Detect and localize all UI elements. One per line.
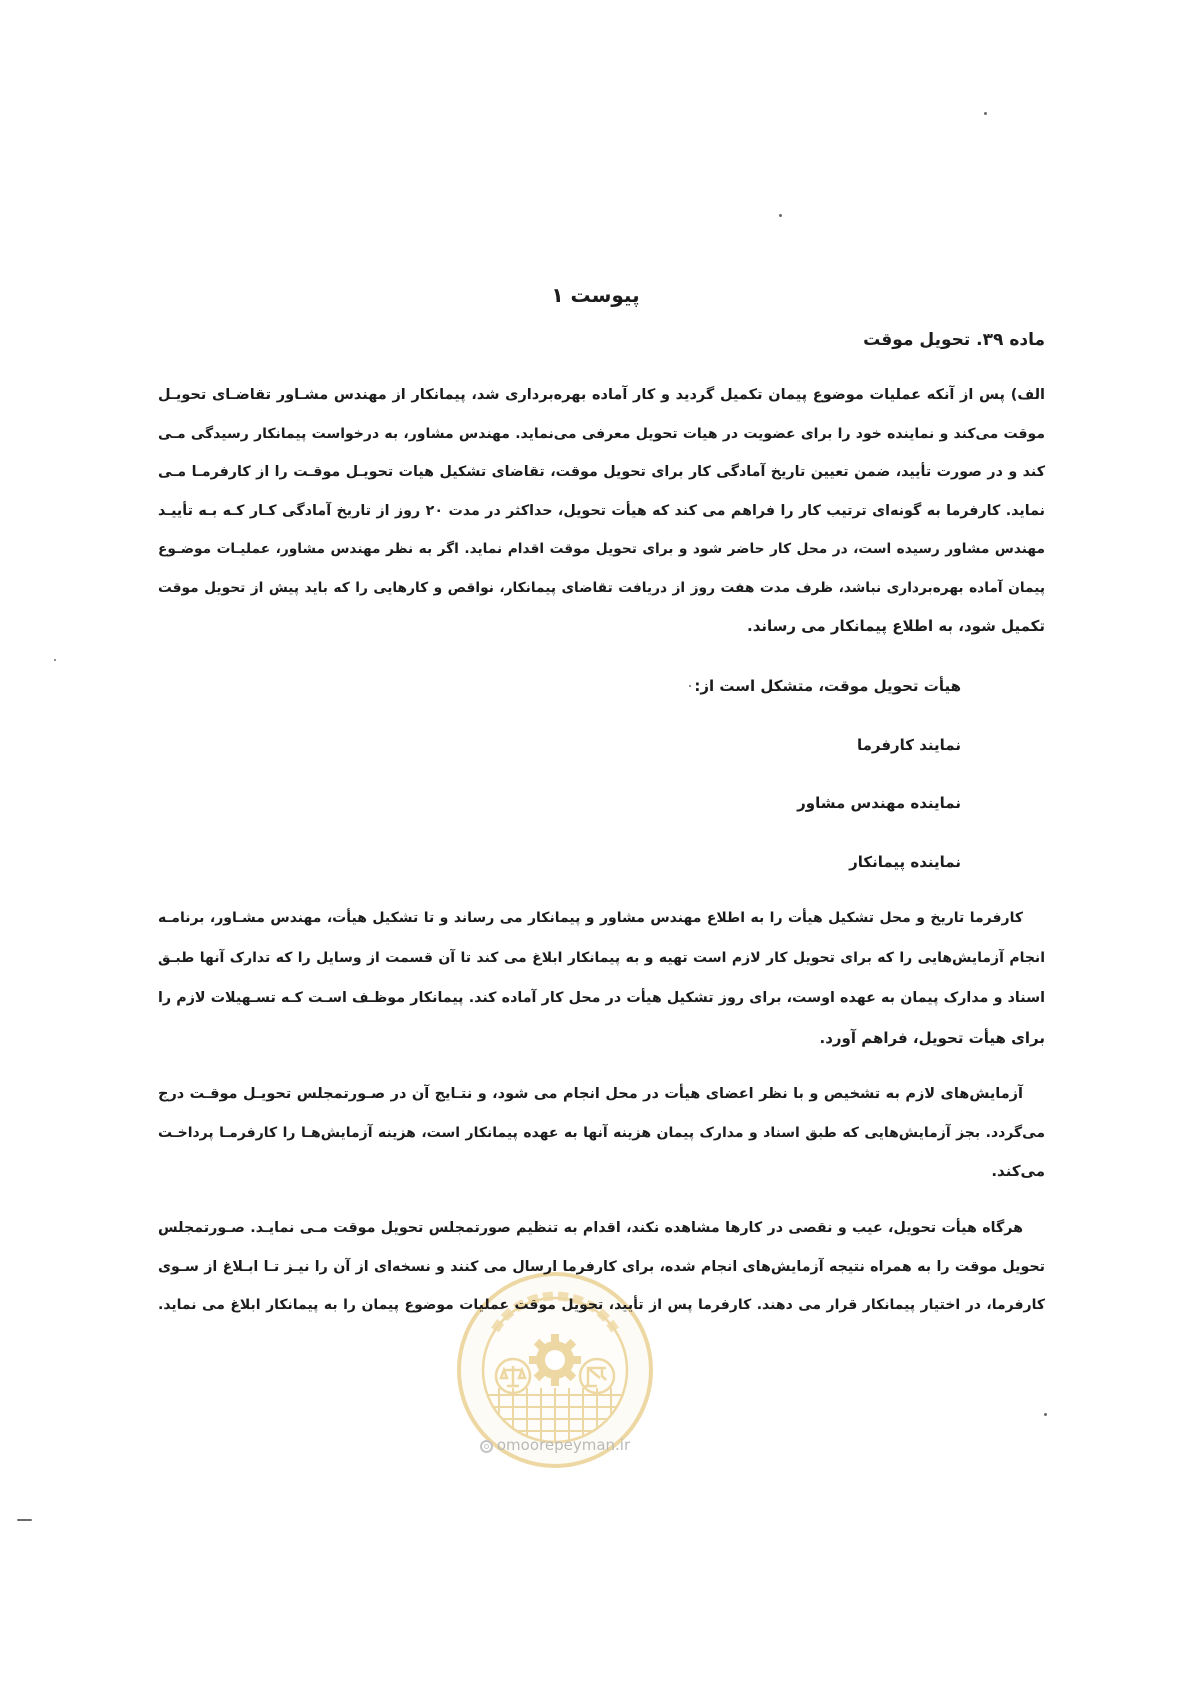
paragraph-line [158, 376, 1045, 415]
paragraph [158, 1075, 1045, 1191]
paragraph-line: پیمان آماده بهره‌برداری نباشد، ظرف مدت هفت روز از دریافت تقاضای پیمانکار، نواقص و کارهایی را که باید پیش از تحویل موقت [158, 579, 1045, 596]
committee-member: نماینده پیمانکار [849, 853, 961, 872]
scan-speck [54, 659, 56, 661]
paragraph-line: برای هیأت تحویل، فراهم آورد. [819, 1029, 1045, 1047]
committee-list [694, 667, 961, 902]
paragraph-line: می‌کند. [991, 1162, 1045, 1180]
paragraph-a [158, 376, 1045, 646]
page-title: پیوست ۱ [551, 283, 640, 307]
scan-speck [984, 112, 987, 115]
paragraph [158, 1209, 1045, 1325]
watermark-site-text: omoorepeyman.ir [496, 1436, 631, 1454]
paragraph-label: الف) [1010, 387, 1045, 403]
paragraph-line: نماید. کارفرما به گونه‌ای ترتیب کار را فراهم می کند که هیأت تحویل، حداکثر در مدت ۲۰ روز از تاریخ آمادگی کـار کـه بـه تأییـد [158, 502, 1045, 519]
committee-member: نماینده مهندس مشاور [797, 794, 961, 813]
paragraph-line: تحویل موقت را به همراه نتیجه آزمایش‌های انجام شده، برای کارفرما ارسال می کنند و نسخه‌ای از آن را نیـز تـا ابـلاغ از سـوی [158, 1258, 1045, 1275]
scan-speck [779, 214, 782, 217]
paragraph [158, 898, 1045, 1058]
paragraph-line: هرگاه هیأت تحویل، عیب و نقصی در کارها مشاهده نکند، اقدام به تنظیم صورتمجلس تحویل موقت مـی نمایـد. صـورتمجلس [158, 1220, 1023, 1236]
paragraph-line: انجام آزمایش‌هایی را که برای تحویل کار لازم است تهیه و به پیمانکار ابلاغ می کند تا آن قسمت از وسایل را که تدارک آنها طبـق [158, 950, 1045, 966]
paragraph-line: کارفرما تاریخ و محل تشکیل هیأت را به اطلاع مهندس مشاور و پیمانکار می رساند و تا تشکیل هیأت، مهندس مشـاور، برنامـه [158, 910, 1023, 926]
scan-speck [689, 685, 691, 687]
paragraph-line-text: پس از آنکه عملیات موضوع پیمان تکمیل گردید و کار آماده بهره‌برداری شد، پیمانکار از مهندس مشـاور تقاضـای تحویـل [158, 387, 1005, 403]
scan-speck [1044, 1413, 1047, 1416]
committee-member: نمایند کارفرما [856, 735, 961, 754]
paragraph-line: می‌گردد. بجز آزمایش‌هایی که طبق اسناد و مدارک پیمان هزینه آنها به عهده پیمانکار است، هزینه آزمایش‌هـا را کارفرمـا پرداخـت [158, 1124, 1045, 1141]
paragraph-line: موقت می‌کند و نماینده خود را برای عضویت در هیات تحویل معرفی می‌نماید. مهندس مشاور، به درخواست پیمانکار رسیدگی مـی [158, 425, 1045, 442]
article-heading: ماده ۳۹. تحویل موقت [863, 330, 1045, 350]
paragraph-line: اسناد و مدارک پیمان به عهده اوست، برای روز تشکیل هیأت در محل کار آماده کند. پیمانکار موظـف اسـت کـه تسـهیلات لازم را [158, 990, 1045, 1006]
paragraph-line: کارفرما، در اختیار پیمانکار قرار می دهند. کارفرما پس از تأیید، تحویل موقت عملیات موضوع پیمان را به پیمانکار ابلاغ می نماید. [158, 1297, 1045, 1313]
scan-dash [17, 1519, 32, 1521]
watermark-site [455, 1436, 655, 1454]
paragraph-line: تکمیل شود، به اطلاع پیمانکار می رساند. [747, 617, 1045, 635]
at-icon [480, 1440, 493, 1453]
committee-intro: هیأت تحویل موقت، متشکل است از: [694, 677, 961, 695]
paragraph-line: مهندس مشاور رسیده است، در محل کار حاضر شود و برای تحویل موقت اقدام نماید. اگر به نظر مهندس مشاور، عملیـات موضـوع [158, 541, 1045, 557]
paragraph-line: آزمایش‌های لازم به تشخیص و با نظر اعضای هیأت در محل انجام می شود، و نتـایج آن در صـورتمجلس تحویـل موقـت درج [158, 1086, 1023, 1102]
paragraph-line: کند و در صورت تأیید، ضمن تعیین تاریخ آمادگی کار برای تحویل موقت، تقاضای تشکیل هیات تحویـل موقـت را از کارفرمـا مـی [158, 464, 1045, 480]
